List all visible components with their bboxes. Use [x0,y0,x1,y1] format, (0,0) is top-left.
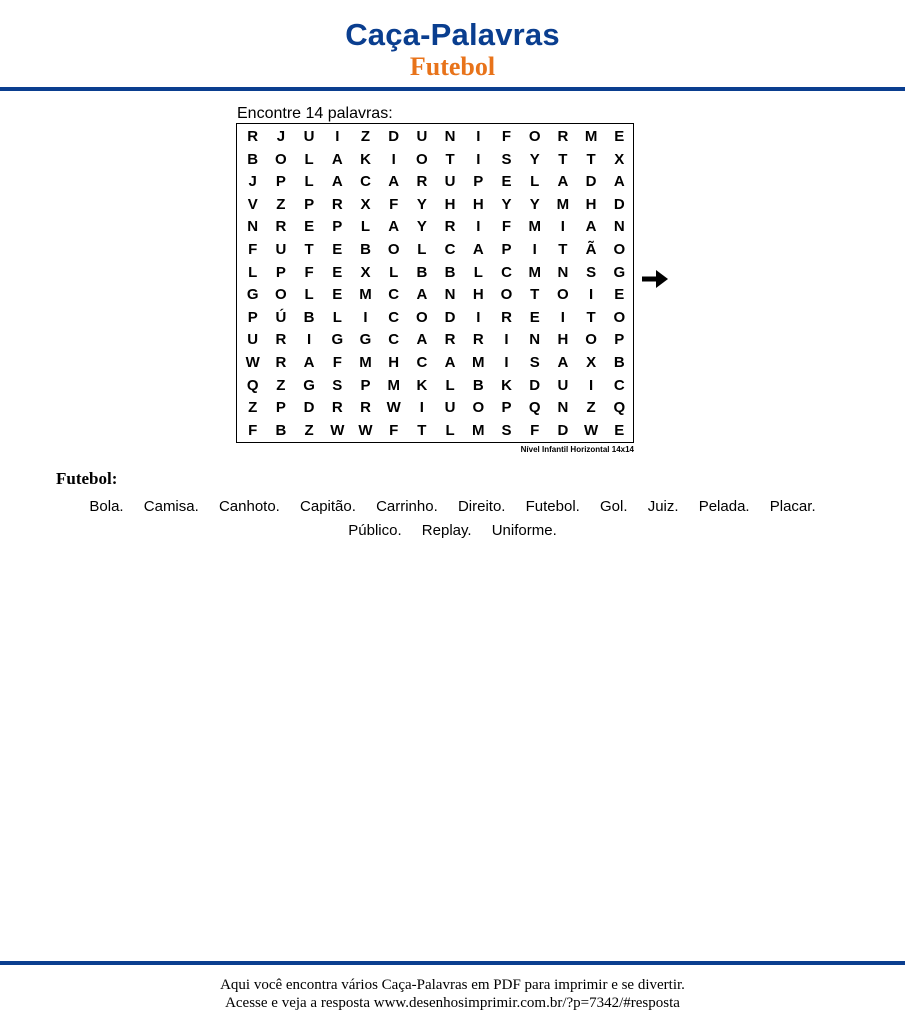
grid-letter: X [586,354,597,371]
grid-letter: A [331,150,343,168]
grid-letter: P [304,195,315,213]
grid-letter: M [528,263,541,281]
grid-letter: U [444,173,456,191]
grid-letter: R [557,128,569,145]
grid-letter: R [275,218,287,236]
grid-letter: L [445,376,455,394]
grid-letter: C [388,308,400,326]
grid-letter: I [391,150,396,168]
grid-letter: W [358,421,373,439]
grid-letter: R [472,331,484,349]
grid-letter: T [304,241,314,258]
grid-row [237,193,633,216]
grid-letter: G [303,376,315,394]
word-list-item: Bola. [89,498,124,515]
grid-letter: K [416,376,428,394]
grid-letter: W [330,421,345,439]
grid-letter: T [445,150,455,168]
grid-letter: I [335,128,340,145]
grid-letter: F [332,354,342,371]
word-list-item: Público. [348,522,402,539]
page-subtitle: Futebol [409,52,496,81]
grid-row [237,170,633,193]
right-arrow-icon [642,268,668,290]
grid-letter: C [613,376,625,394]
grid-letter: I [419,399,424,417]
grid-row [237,283,633,306]
grid-letter: L [530,173,540,191]
grid-letter: O [275,150,287,168]
grid-letter: M [556,195,570,213]
grid-letter: B [613,354,625,371]
grid-letter: O [416,150,428,168]
grid-letter: I [532,241,537,258]
grid-letter: K [360,150,371,168]
word-list-item: Juiz. [647,498,679,515]
grid-row [237,419,633,442]
grid-letter: O [528,128,541,145]
grid-letter: A [557,173,569,191]
grid-letter: Z [276,376,286,394]
grid-letter: R [331,399,343,417]
grid-letter: G [359,331,372,349]
grid-letter: R [444,331,456,349]
grid-letter: X [360,263,371,281]
grid-letter: O [387,241,400,258]
grid-letter: I [476,308,481,326]
grid-letter: S [501,150,512,168]
footer-text: Aqui você encontra vários Caça-Palavras em PDF para imprimir e se divertir. [220,977,685,993]
grid-letter: A [388,173,400,191]
word-list-item: Placar. [769,498,816,515]
word-list-heading: Futebol: [56,469,118,488]
grid-letter: Y [529,150,540,168]
grid-letter: X [614,150,625,168]
grid-letter: U [416,128,428,145]
grid-letter: M [359,354,372,371]
grid-letter: L [304,150,314,168]
grid-letter: Z [360,128,371,145]
grid-letter: K [501,376,512,394]
grid-letter: D [557,421,569,439]
grid-letter: P [360,376,371,394]
grid-letter: Z [276,195,286,213]
grid-letter: X [360,195,371,213]
grid-letter: E [614,421,625,439]
word-list-item: Futebol. [525,498,580,515]
grid-row [237,261,633,284]
grid-letter: I [363,308,368,326]
grid-letter: A [472,241,484,258]
grid-row [237,328,633,351]
grid-letter: H [472,195,484,213]
grid-letter: E [304,218,315,236]
grid-letter: P [275,399,286,417]
grid-letter: P [275,173,286,191]
grid-letter: C [360,173,371,191]
grid-letter: E [614,286,625,304]
grid-letter: P [275,263,286,281]
grid-letter: D [613,195,625,213]
grid-letter: T [586,308,596,326]
grid-letter: G [331,331,344,349]
grid-letter: R [247,128,259,145]
grid-letter: I [476,150,481,168]
grid-letter: L [360,218,371,236]
grid-row [237,396,633,419]
word-list-item: Pelada. [698,498,750,515]
grid-letter: N [613,218,625,236]
grid-letter: A [388,218,400,236]
grid-letter: A [613,173,625,191]
grid-letter: D [585,173,597,191]
grid-letter: O [585,331,597,349]
grid-letter: Q [528,399,541,417]
page-title: Caça-Palavras [345,17,560,52]
grid-letter: U [247,331,259,349]
grid-letter: W [245,354,260,371]
grid-row [237,351,633,374]
grid-row [237,125,633,148]
grid-letter: Z [248,399,258,417]
grid-letter: Y [529,195,540,213]
grid-row [237,238,633,261]
grid-letter: A [416,286,428,304]
grid-letter: F [248,241,258,258]
grid-letter: U [275,241,287,258]
grid-letter: N [444,286,456,304]
grid-letter: I [476,128,481,145]
grid-letter: H [585,195,597,213]
grid-letter: H [388,354,400,371]
grid-letter: Q [246,376,259,394]
grid-letter: F [530,421,540,439]
grid-letter: F [389,421,399,439]
grid-letter: M [528,218,541,236]
grid-letter: L [389,263,399,281]
grid-letter: N [247,218,259,236]
grid-letter: B [472,376,484,394]
grid-letter: G [613,263,626,281]
grid-letter: J [276,128,286,145]
grid-letter: H [557,331,569,349]
grid-letter: T [417,421,427,439]
grid-letter: O [500,286,513,304]
grid-letter: U [557,376,569,394]
grid-letter: R [331,195,343,213]
grid-letter: Y [501,195,512,213]
grid-letter: S [501,421,512,439]
grid-letter: A [557,354,569,371]
grid-letter: C [416,354,428,371]
grid-letter: A [585,218,597,236]
grid-letter: R [416,173,428,191]
grid-letter: I [560,218,565,236]
grid-letter: R [275,331,287,349]
grid-letter: B [303,308,315,326]
grid-letter: F [501,128,512,145]
grid-letter: M [472,421,485,439]
grid-letter: B [275,421,287,439]
grid-letter: Y [416,218,427,236]
grid-letter: E [614,128,625,145]
grid-letter: I [589,286,594,304]
grid-letter: D [388,128,400,145]
grid-letter: U [303,128,315,145]
grid-letter: F [248,421,258,439]
grid-letter: G [246,286,259,304]
grid-letter: N [557,263,569,281]
grid-row [237,215,633,238]
word-list-item: Replay. [421,522,472,539]
grid-letter: R [501,308,512,326]
word-search-grid [236,123,634,443]
word-list-item: Camisa. [143,498,199,515]
footer-divider [0,961,905,965]
grid-letter: W [386,399,401,417]
grid-letter: E [332,241,343,258]
grid-letter: M [387,376,400,394]
grid-letter: S [332,376,343,394]
puzzle-instructions: Encontre 14 palavras: [237,105,393,122]
grid-letter: I [307,331,312,349]
grid-letter: P [614,331,625,349]
grid-letter: M [359,286,372,304]
grid-letter: T [586,150,596,168]
footer-link-text: Acesse e veja a resposta www.desenhosimprimir.com.br/?p=7342/#resposta [225,995,680,1011]
grid-letter: F [304,263,314,281]
grid-letter: L [304,286,314,304]
grid-letter: I [504,331,509,349]
grid-letter: Ã [585,241,597,258]
grid-letter: O [613,241,626,258]
grid-letter: Q [613,399,626,417]
word-list-item: Direito. [457,498,506,515]
grid-letter: O [613,308,626,326]
grid-letter: P [473,173,484,191]
grid-letter: I [476,218,481,236]
grid-letter: W [584,421,599,439]
grid-letter: P [247,308,258,326]
grid-letter: T [530,286,540,304]
grid-letter: L [445,421,455,439]
grid-letter: B [444,263,456,281]
grid-letter: T [558,241,568,258]
grid-letter: I [589,376,594,394]
grid-letter: O [275,286,287,304]
header-divider [0,87,905,91]
grid-letter: L [304,173,314,191]
grid-letter: R [444,218,456,236]
grid-letter: S [529,354,540,371]
grid-letter: E [332,263,343,281]
grid-letter: B [247,150,259,168]
grid-letter: N [444,128,456,145]
grid-letter: H [444,195,456,213]
grid-letter: H [472,286,484,304]
grid-letter: F [501,218,512,236]
grid-letter: F [389,195,399,213]
word-list-item: Capitão. [300,498,356,515]
grid-letter: B [360,241,371,258]
grid-letter: P [501,399,512,417]
grid-letter: C [501,263,512,281]
grid-letter: R [360,399,371,417]
word-list-item: Gol. [600,498,628,515]
grid-letter: J [248,173,257,191]
grid-letter: Ú [275,308,287,326]
word-list-item: Canhoto. [218,498,280,515]
grid-letter: D [303,399,315,417]
grid-letter: E [501,173,512,191]
grid-letter: O [472,399,485,417]
grid-row [237,306,633,329]
grid-letter: O [557,286,569,304]
grid-letter: N [529,331,541,349]
grid-letter: S [586,263,597,281]
grid-letter: C [388,331,400,349]
word-list-item: Carrinho. [376,498,438,515]
grid-letter: E [529,308,540,326]
word-list-item: Uniforme. [491,522,557,539]
grid-letter: V [247,195,258,213]
grid-letter: P [332,218,343,236]
word-list [60,495,845,543]
grid-letter: B [416,263,428,281]
grid-letter: N [557,399,569,417]
grid-letter: L [473,263,483,281]
grid-letter: L [332,308,342,326]
grid-letter: L [417,241,427,258]
grid-letter: I [560,308,565,326]
grid-letter: Z [304,421,314,439]
grid-letter: I [504,354,509,371]
grid-letter: U [444,399,456,417]
grid-letter: P [501,241,512,258]
grid-letter: A [444,354,456,371]
grid-letter: T [558,150,568,168]
grid-letter: Y [416,195,427,213]
grid-letter: A [416,331,428,349]
grid-letter: D [444,308,456,326]
grid-letter: L [248,263,258,281]
grid-letter: D [529,376,541,394]
grid-letter: O [416,308,428,326]
grid-letter: R [275,354,287,371]
level-note: Nível Infantil Horizontal 14x14 [520,445,634,454]
grid-letter: C [444,241,456,258]
grid-row [237,148,633,171]
grid-letter: Z [586,399,596,417]
grid-letter: C [388,286,400,304]
grid-letter: M [584,128,598,145]
grid-letter: E [332,286,343,304]
grid-letter: M [472,354,485,371]
grid-letter: A [303,354,315,371]
grid-row [237,374,633,397]
grid-letter: A [331,173,343,191]
